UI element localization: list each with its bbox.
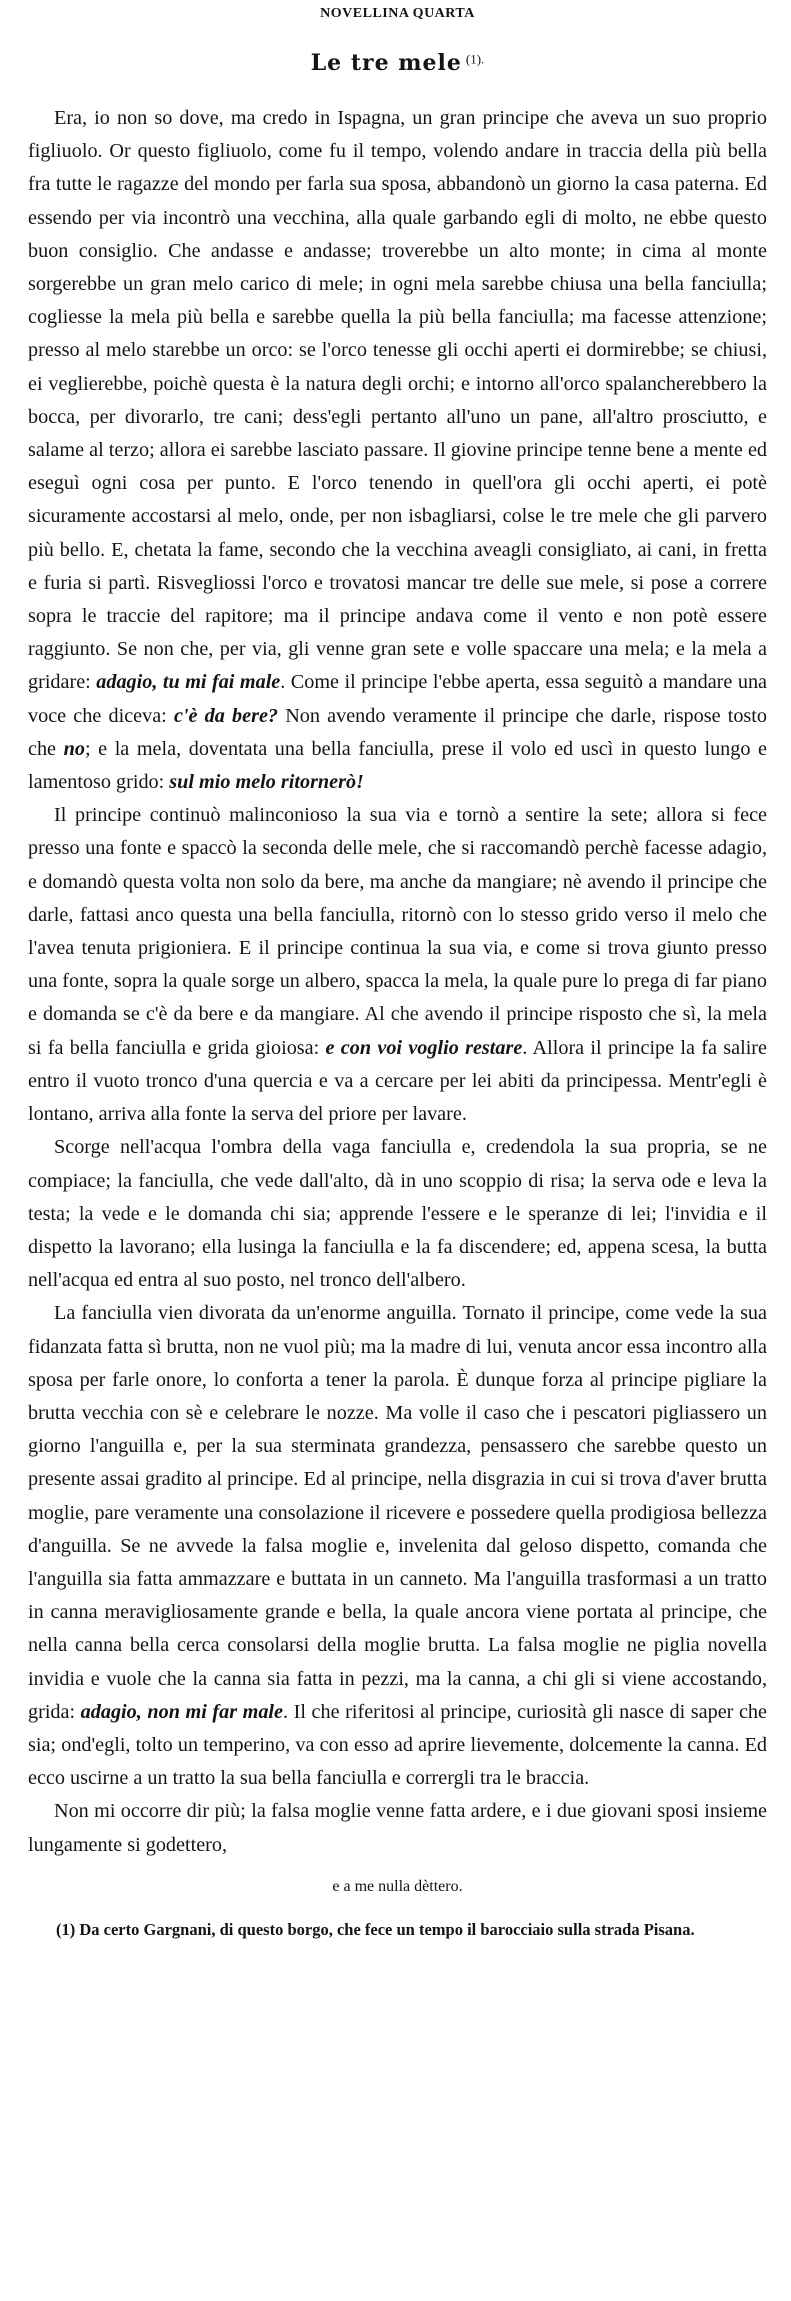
italic-phrase: adagio, non mi far male: [80, 1700, 284, 1723]
paragraph: [28, 102, 767, 799]
title-footnote-marker: (1).: [465, 51, 485, 67]
footnote: (1) Da certo Gargnani, di questo borgo, che fece un tempo il barocciaio sulla strada Pisana.: [56, 1919, 695, 1939]
paragraph: [28, 799, 767, 1131]
italic-phrase: c'è da bere?: [173, 704, 279, 727]
text-run: Scorge nell'acqua l'ombra della vaga fanciulla e, credendola la sua propria, se ne compiace; la fanciulla, che vede dall'alto, dà in uno scoppio di risa; la serva ode e leva la testa; la vede e le domanda chi sia; apprende l'essere e le speranze di lei; l'invidia e il dispetto la lavorano; ella lusinga la fanciulla e la fa discendere; ed, appena scesa, la butta nell'acqua ed entra al suo posto, nel tronco dell'albero.: [28, 1136, 767, 1292]
text-run: Non mi occorre dir più; la falsa moglie venne fatta ardere, e i due giovani sposi insieme lungamente si godettero,: [28, 1800, 767, 1856]
text-run: Il principe continuò malinconioso la sua via e tornò a sentire la sete; allora si fece presso una fonte e spaccò la seconda delle mele, che si raccomandò perchè facesse adagio, e domandò questa volta non solo da bere, ma anche da mangiare; nè avendo il principe che darle, fattasi anco questa una bella fanciulla, ritornò con lo stesso grido verso il melo che l'avea tenuta prigioniera. E il principe continua la sua via, e come si trova giunto presso una fonte, sopra la quale sorge un albero, spacca la mela, la quale pure lo prega di far piano e domanda se c'è da bere e da mangiare. Al che avendo il principe risposto che sì, la mela si fa bella fanciulla e grida gioiosa:: [28, 804, 767, 1059]
italic-phrase: adagio, tu mi fai male: [96, 671, 281, 694]
text-run: Non avendo veramente il principe che darle, rispose tosto che: [28, 704, 767, 760]
story-title: [28, 50, 767, 80]
text-run: . Il che riferitosi al principe, curiosità gli nasce di saper che sia; ond'egli, tolto un temperino, va con esso ad aprire lievemente, dolcemente la canna. Ed ecco uscirne a un tratto la sua bella fanciulla e corrergli tra le braccia.: [28, 1700, 767, 1790]
text-run: ; e la mela, doventata una bella fanciulla, prese il volo ed uscì in questo lungo e lamentoso grido:: [28, 737, 767, 794]
paragraph: [28, 1795, 767, 1861]
text-run: Era, io non so dove, ma credo in Ispagna, un gran principe che aveva un suo proprio figliuolo. Or questo figliuolo, come fu il tempo, volendo andare in traccia della più bella fra tutte le ragazze del mondo per farla sua sposa, abbandonò un giorno la casa paterna. Ed essendo per via incontrò una vecchina, alla quale garbando egli di molto, ne ebbe questo buon consiglio. Che andasse e andasse; troverebbe un alto monte; in cima al monte sorgerebbe un gran melo carico di mele; in ogni mela sarebbe chiusa una bella fanciulla; cogliesse la mela più bella e sarebbe quella la più bella fanciulla; ma facesse attenzione; presso al melo starebbe un orco: se l'orco tenesse gli occhi aperti ei dormirebbe; se chiusi, ei veglierebbe, poichè questa è la natura degli orchi; e intorno all'orco spalancherebbero la bocca, per divorarlo, tre cani; dess'egli pertanto all'uno un pane, all'altro prosciutto, e salame al terzo; allora ei sarebbe lasciato passare. Il giovine principe tenne bene a mente ed eseguì ogni cosa per punto. E l'orco tenendo in quell'ora gli occhi aperti, ei potè sicuramente accostarsi al melo, onde, per non isbagliarsi, colse le tre mele che gli parvero più bello. E, chetata la fame, secondo che la vecchina aveagli consigliato, ai cani, in fretta e furia si partì. Risvegliossi l'orco e trovatosi mancar tre delle sue mele, si pose a correre sopra le traccie del rapitore; ma il principe andava come il vento e non potè essere raggiunto. Se non che, per via, gli venne gran sete e volle spaccare una mela; e la mela a gridare:: [28, 107, 767, 694]
italic-phrase: no: [63, 737, 85, 760]
running-header: NOVELLINA QUARTA: [320, 6, 475, 21]
story-body: [28, 102, 767, 1862]
paragraph: [28, 1131, 767, 1297]
italic-phrase: sul mio melo ritornerò!: [169, 771, 364, 794]
title-text: Le tre mele: [310, 50, 462, 76]
paragraph: [28, 1297, 767, 1795]
text-run: La fanciulla vien divorata da un'enorme anguilla. Tornato il principe, come vede la sua fidanzata fatta sì brutta, non ne vuol più; ma la madre di lui, venuta ancor essa incontro alla sposa per farle onore, lo conforta a tener la parola. È dunque forza al principe pigliare la brutta vecchia con sè e celebrare le nozze. Ma volle il caso che i pescatori pigliassero un giorno l'anguilla e, per la sua sterminata grandezza, pensassero che sarebbe questo un presente assai gradito al principe. Ed al principe, nella disgrazia in cui si trova d'aver brutta moglie, pare veramente una consolazione il ricevere e possedere quella prodigiosa bellezza d'anguilla. Se ne avvede la falsa moglie e, invelenita dal geloso dispetto, comanda che l'anguilla sia fatta ammazzare e buttata in un canneto. Ma l'anguilla trasformasi a un tratto in canna meravigliosamente grande e bella, la quale ancora viene portata al principe, che nella canna bella cerca consolarsi della moglie brutta. La falsa moglie ne piglia novella invidia e vuole che la canna sia fatta in pezzi, ma la canna, a chi gli si viene accostando, grida:: [28, 1302, 767, 1723]
closing-line: e a me nulla dèttero.: [332, 1877, 463, 1895]
italic-phrase: e con voi voglio restare: [325, 1036, 523, 1059]
text-run: . Come il principe l'ebbe aperta, essa seguitò a mandare una voce che diceva:: [28, 671, 767, 727]
text-run: . Allora il principe la fa salire entro il vuoto tronco d'una quercia e va a cercare per lei abiti da principessa. Mentr'egli è lontano, arriva alla fonte la serva del priore per lavare.: [28, 1036, 767, 1126]
